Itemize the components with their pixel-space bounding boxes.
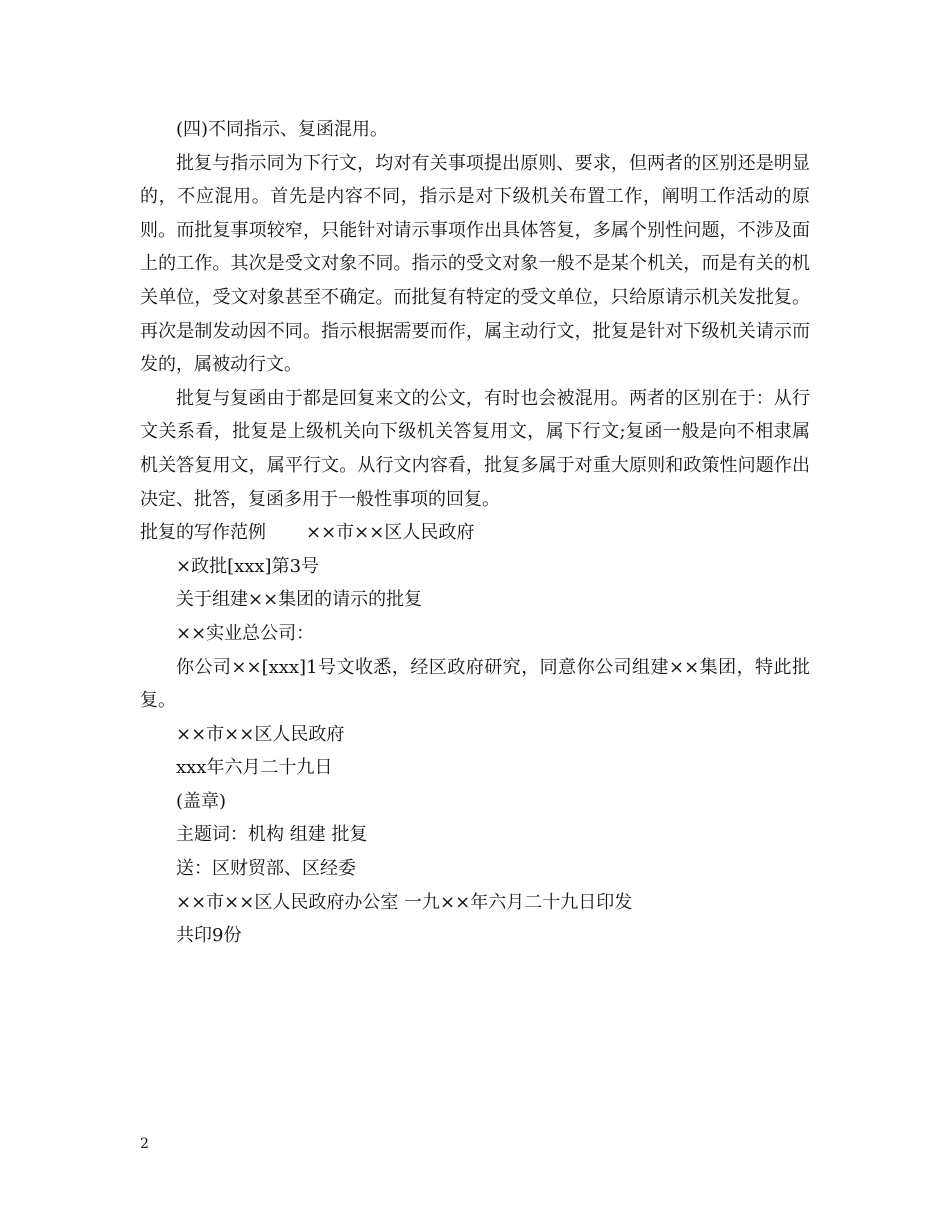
doc-seal: (盖章) bbox=[176, 790, 227, 812]
doc-signature: ××市××区人民政府 bbox=[176, 723, 345, 745]
paragraph-reply-vs-letter: 批复与复函由于都是回复来文的公文，有时也会被混用。两者的区别在于：从行文关系看，批复是上级机关向下级机关答复用文，属下行文;复函一般是向不相隶属机关答复用文，属平行文。从行文内容看，批复多属于对重大原则和政策性问题作出决定、批答，复函多用于一般性事项的回复。 bbox=[140, 387, 810, 510]
example-heading-line bbox=[140, 516, 810, 550]
doc-body: 你公司××[xxx]1号文收悉，经区政府研究，同意你公司组建××集团，特此批复。 bbox=[140, 656, 810, 712]
doc-copies: 共印9份 bbox=[176, 925, 242, 947]
doc-keywords: 主题词：机构 组建 批复 bbox=[176, 824, 368, 846]
example-heading: 批复的写作范例 bbox=[140, 522, 266, 544]
example-issuer: ××市××区人民政府 bbox=[306, 522, 475, 544]
doc-date: xxx年六月二十九日 bbox=[176, 757, 333, 779]
page-body bbox=[140, 113, 810, 953]
doc-copy-to: 送：区财贸部、区经委 bbox=[176, 858, 356, 880]
section-heading: (四)不同指示、复函混用。 bbox=[176, 119, 389, 140]
doc-recipient: ××实业总公司： bbox=[176, 622, 315, 644]
doc-number: ×政批[xxx]第3号 bbox=[176, 555, 320, 577]
paragraph-instruction-vs-reply: 批复与指示同为下行文，均对有关事项提出原则、要求，但两者的区别还是明显的，不应混用。首先是内容不同，指示是对下级机关布置工作，阐明工作活动的原则。而批复事项较窄，只能针对请示事项作出具体答复，多属个别性问题，不涉及面上的工作。其次是受文对象不同。指示的受文对象一般不是某个机关，而是有关的机关单位，受文对象甚至不确定。而批复有特定的受文单位，只给原请示机关发批复。再次是制发动因不同。指示根据需要而作，属主动行文，批复是针对下级机关请示而发的，属被动行文。 bbox=[140, 152, 810, 376]
doc-printed-by: ××市××区人民政府办公室 一九××年六月二十九日印发 bbox=[176, 891, 633, 913]
page-number: 2 bbox=[140, 1136, 149, 1152]
doc-title: 关于组建××集团的请示的批复 bbox=[176, 589, 423, 611]
